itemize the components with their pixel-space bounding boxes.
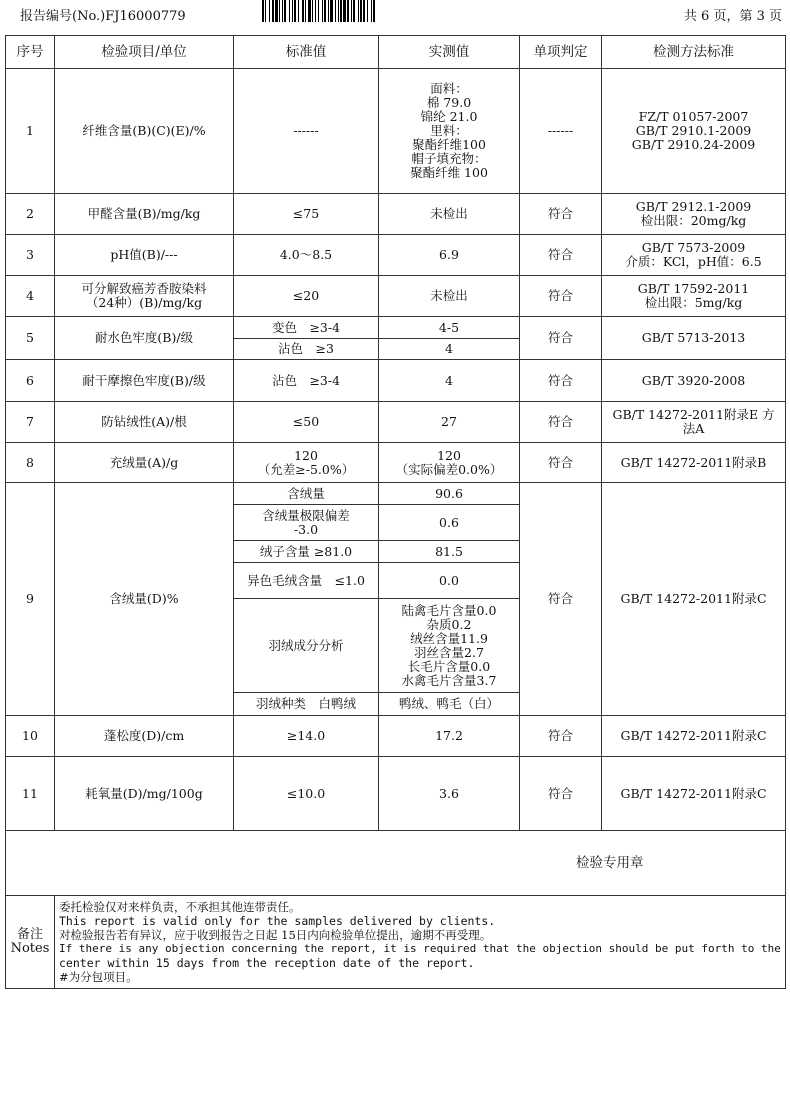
row-measured: 4 — [379, 360, 520, 402]
row-no: 7 — [6, 402, 55, 443]
measured-line: 里料： — [430, 123, 468, 138]
row-method — [602, 402, 786, 443]
measured-line: 绒丝含量11.9 — [410, 630, 488, 646]
measured-line: 陆禽毛片含量0.0 — [401, 602, 497, 618]
row-standard: ≤75 — [234, 194, 379, 235]
row-item: 纤维含量(B)(C)(E)/% — [55, 69, 234, 194]
notes-line: center within 15 days from the reception date of the report. — [59, 956, 475, 970]
measured-line: 聚酯纤维100 — [412, 137, 486, 152]
measured-line: （实际偏差0.0%） — [395, 461, 503, 477]
standard-line: 120 — [294, 447, 318, 463]
row-measured: 鸭绒、鸭毛（白） — [379, 693, 520, 716]
row-method: GB/T 14272-2011附录C — [602, 483, 786, 716]
inspection-table — [5, 35, 786, 989]
row-method — [602, 194, 786, 235]
table-row — [6, 716, 786, 757]
method-line: GB/T 7573-2009 — [641, 240, 746, 255]
row-no: 8 — [6, 443, 55, 483]
method-line: 检出限：20mg/kg — [640, 213, 747, 228]
row-verdict: 符合 — [520, 483, 602, 716]
row-standard: ≤10.0 — [234, 757, 379, 831]
report-number: 报告编号(No.)FJ16000779 — [20, 9, 186, 24]
row-no: 10 — [6, 716, 55, 757]
row-item: 耗氧量(D)/mg/100g — [55, 757, 234, 831]
row-method: GB/T 3920-2008 — [602, 360, 786, 402]
row-measured: 3.6 — [379, 757, 520, 831]
method-line: 检出限：5mg/kg — [644, 295, 743, 310]
row-measured: 27 — [379, 402, 520, 443]
measured-line: 帽子填充物： — [411, 151, 487, 166]
row-verdict: 符合 — [520, 402, 602, 443]
table-row — [6, 194, 786, 235]
notes-text — [55, 896, 786, 989]
seal-row — [6, 831, 786, 896]
row-no: 4 — [6, 276, 55, 317]
row-standard: ------ — [234, 69, 379, 194]
row-verdict: 符合 — [520, 194, 602, 235]
row-method: GB/T 14272-2011附录C — [602, 757, 786, 831]
standard-line: 含绒量极限偏差 — [262, 507, 350, 523]
measured-line: 面料： — [430, 81, 468, 96]
notes-line: 对检验报告若有异议，应于收到报告之日起 15日内向检验单位提出，逾期不再受理。 — [59, 928, 492, 942]
row-measured: 17.2 — [379, 716, 520, 757]
row-verdict: 符合 — [520, 360, 602, 402]
notes-label-cn: 备注 — [16, 927, 43, 942]
method-line: GB/T 2912.1-2009 — [635, 199, 752, 214]
notes-row — [6, 896, 786, 989]
row-item — [55, 276, 234, 317]
method-line: GB/T 14272-2011附录E 方 — [612, 407, 775, 422]
row-item: 蓬松度(D)/cm — [55, 716, 234, 757]
row-measured: 90.6 — [379, 483, 520, 505]
row-measured: 0.6 — [379, 505, 520, 541]
page-info: 共 6 页，第 3 页 — [683, 9, 782, 24]
row-standard — [234, 443, 379, 483]
col-header-measured: 实测值 — [379, 36, 520, 69]
table-row — [6, 360, 786, 402]
row-verdict: 符合 — [520, 757, 602, 831]
row-item: 含绒量(D)% — [55, 483, 234, 716]
row-standard: 羽绒种类 白鸭绒 — [234, 693, 379, 716]
standard-line: -3.0 — [293, 521, 319, 537]
row-verdict: ------ — [520, 69, 602, 194]
table-header-row — [6, 36, 786, 69]
method-line: 法A — [682, 421, 705, 436]
row-verdict: 符合 — [520, 235, 602, 276]
row-standard: 变色 ≥3-4 — [234, 317, 379, 339]
row-measured — [379, 443, 520, 483]
table-row — [6, 483, 786, 505]
table-row — [6, 443, 786, 483]
measured-line: 锦纶 21.0 — [420, 109, 478, 124]
row-measured — [379, 69, 520, 194]
row-measured — [379, 599, 520, 693]
method-line: FZ/T 01057-2007 — [638, 109, 749, 124]
measured-line: 聚酯纤维 100 — [410, 165, 488, 180]
item-line: 可分解致癌芳香胺染料 — [81, 281, 207, 296]
row-item: 充绒量(A)/g — [55, 443, 234, 483]
row-item: 耐干摩擦色牢度(B)/级 — [55, 360, 234, 402]
row-no: 5 — [6, 317, 55, 360]
row-no: 3 — [6, 235, 55, 276]
row-method: GB/T 5713-2013 — [602, 317, 786, 360]
measured-line: 棉 79.0 — [426, 95, 472, 110]
row-no: 6 — [6, 360, 55, 402]
notes-line: If there is any objection concerning the report, it is required that the objection should be put forth to the — [59, 942, 781, 955]
standard-line: （允差≥-5.0%） — [257, 461, 355, 477]
row-standard: 绒子含量 ≥81.0 — [234, 541, 379, 563]
table-row — [6, 276, 786, 317]
row-standard — [234, 505, 379, 541]
col-header-method: 检测方法标准 — [602, 36, 786, 69]
row-method — [602, 235, 786, 276]
row-standard: ≥14.0 — [234, 716, 379, 757]
row-standard: 异色毛绒含量 ≤1.0 — [234, 563, 379, 599]
row-verdict: 符合 — [520, 317, 602, 360]
table-row — [6, 317, 786, 339]
barcode-image — [262, 0, 474, 22]
measured-line: 杂质0.2 — [426, 616, 472, 632]
row-measured: 未检出 — [379, 276, 520, 317]
row-method — [602, 276, 786, 317]
row-standard: 含绒量 — [234, 483, 379, 505]
row-measured: 4-5 — [379, 317, 520, 339]
table-row — [6, 69, 786, 194]
row-standard: 沾色 ≥3-4 — [234, 360, 379, 402]
notes-line: 委托检验仅对来样负责，不承担其他连带责任。 — [59, 900, 301, 914]
row-verdict: 符合 — [520, 716, 602, 757]
row-no: 1 — [6, 69, 55, 194]
col-header-item: 检验项目/单位 — [55, 36, 234, 69]
row-measured: 未检出 — [379, 194, 520, 235]
row-measured: 0.0 — [379, 563, 520, 599]
inspection-seal-label: 检验专用章 — [6, 831, 786, 896]
row-measured: 81.5 — [379, 541, 520, 563]
notes-line: #为分包项目。 — [59, 970, 138, 984]
row-measured: 4 — [379, 339, 520, 360]
row-no: 2 — [6, 194, 55, 235]
measured-line: 羽丝含量2.7 — [414, 644, 484, 660]
col-header-verdict: 单项判定 — [520, 36, 602, 69]
table-row — [6, 402, 786, 443]
measured-line: 长毛片含量0.0 — [407, 658, 491, 674]
row-method: GB/T 14272-2011附录C — [602, 716, 786, 757]
table-row — [6, 235, 786, 276]
method-line: GB/T 17592-2011 — [637, 281, 750, 296]
notes-label — [6, 896, 55, 989]
row-item: pH值(B)/--- — [55, 235, 234, 276]
row-standard: 羽绒成分分析 — [234, 599, 379, 693]
row-item: 耐水色牢度(B)/级 — [55, 317, 234, 360]
method-line: GB/T 2910.1-2009 — [635, 123, 752, 138]
row-no: 11 — [6, 757, 55, 831]
row-item: 甲醛含量(B)/mg/kg — [55, 194, 234, 235]
item-line: （24种）(B)/mg/kg — [85, 295, 203, 310]
row-standard: ≤20 — [234, 276, 379, 317]
method-line: GB/T 2910.24-2009 — [631, 137, 756, 152]
row-standard: 4.0～8.5 — [234, 235, 379, 276]
row-no: 9 — [6, 483, 55, 716]
row-standard: ≤50 — [234, 402, 379, 443]
col-header-no: 序号 — [6, 36, 55, 69]
row-standard: 沾色 ≥3 — [234, 339, 379, 360]
table-row — [6, 757, 786, 831]
row-measured: 6.9 — [379, 235, 520, 276]
row-verdict: 符合 — [520, 443, 602, 483]
col-header-standard: 标准值 — [234, 36, 379, 69]
row-method — [602, 69, 786, 194]
barcode-bar — [373, 0, 375, 22]
measured-line: 120 — [437, 447, 461, 463]
row-method: GB/T 14272-2011附录B — [602, 443, 786, 483]
row-verdict: 符合 — [520, 276, 602, 317]
row-item: 防钻绒性(A)/根 — [55, 402, 234, 443]
notes-label-en: Notes — [10, 941, 50, 956]
method-line: 介质：KCl，pH值：6.5 — [625, 254, 762, 269]
measured-line: 水禽毛片含量3.7 — [401, 672, 497, 688]
notes-line: This report is valid only for the samples delivered by clients. — [59, 914, 496, 928]
